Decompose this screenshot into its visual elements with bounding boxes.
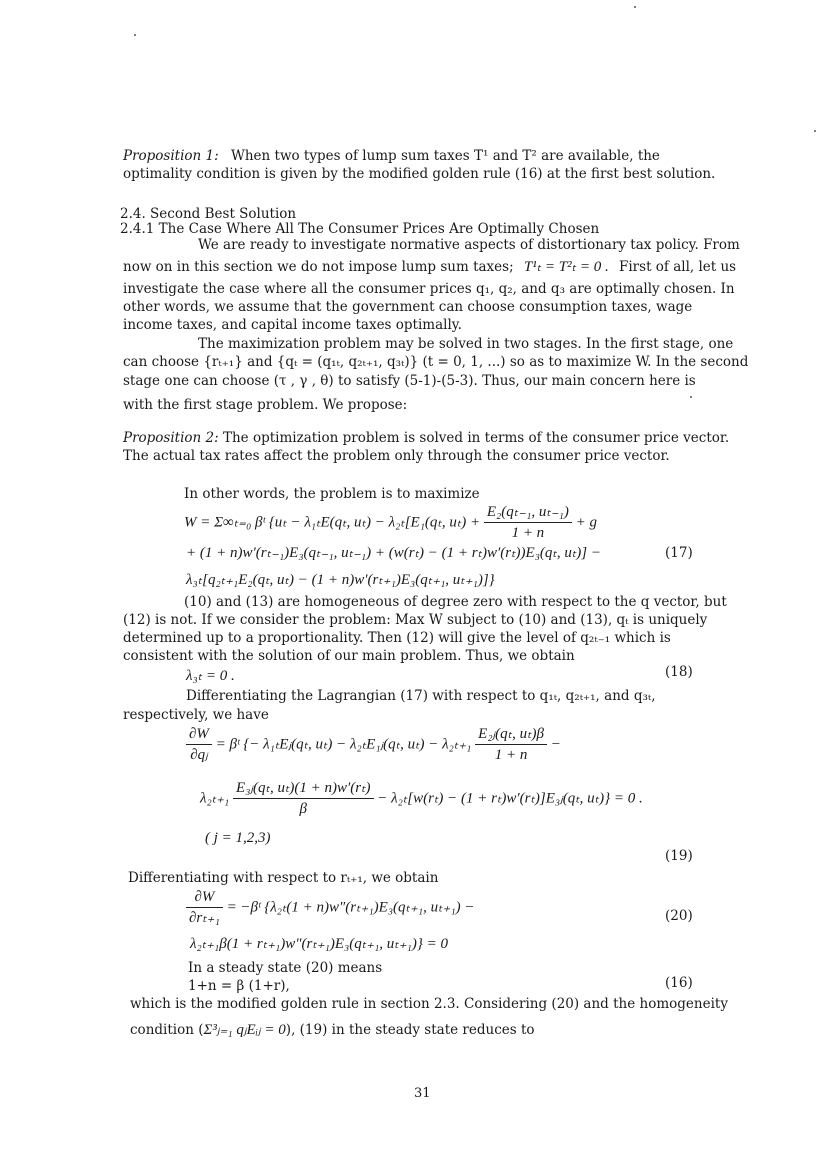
equation-19-number: (19): [665, 848, 693, 864]
para1-line2: [123, 259, 736, 276]
eq20-lhs: [186, 887, 223, 928]
eq19-fraction-1-num: E₂ⱼ(qₜ, uₜ)β: [475, 724, 547, 745]
proposition-2-line1: The optimization problem is solved in terms of the consumer price vector.: [222, 430, 730, 446]
para3-intro: In other words, the problem is to maximize: [184, 486, 480, 502]
scan-speck: [690, 396, 692, 398]
proposition-2-label: Proposition 2:: [123, 430, 219, 446]
para5-intro: Differentiating with respect to rₜ₊₁, we obtain: [128, 870, 439, 886]
equation-18: λ₃ₜ = 0 .: [186, 668, 235, 684]
eq19-fraction-1: [475, 724, 547, 765]
scan-speck: [634, 6, 636, 8]
eq19-lhs-num: ∂W: [186, 724, 212, 745]
eq20-l1-text: = −βᵗ {λ₂ₜ(1 + n)w″(rₜ₊₁)E₃(qₜ₊₁, uₜ₊₁) −: [226, 899, 475, 916]
eq19-l2-tail: − λ₂ₜ[w(rₜ) − (1 + rₜ)w′(rₜ)]E₃ⱼ(qₜ, uₜ)} = 0 .: [377, 790, 643, 807]
section-heading: 2.4. Second Best Solution: [120, 206, 297, 222]
eq17-l1-text: W = Σ∞ₜ₌₀ βᵗ {uₜ − λ₁ₜE(qₜ, uₜ) − λ₂ₜ[E₁(qₜ, uₜ) +: [184, 514, 481, 531]
equation-16-number: (16): [665, 975, 693, 991]
scan-speck: [134, 34, 136, 36]
proposition-1: [123, 148, 713, 165]
eq19-fraction-1-den: 1 + n: [494, 747, 528, 763]
eq20-lhs-num: ∂W: [186, 887, 223, 908]
eq19-lhs: [186, 724, 212, 765]
eq19-fraction-2-num: E₃ⱼ(qₜ, uₜ)(1 + n)w′(rₜ): [233, 778, 374, 799]
proposition-2: [123, 430, 729, 447]
para1-line2-b: First of all, let us: [619, 259, 737, 275]
para3-line3: determined up to a proportionality. Then (12) will give the level of q₂ₜ₋₁ which is: [123, 630, 671, 646]
equation-20-number: (20): [665, 908, 693, 924]
eq19-fraction-2-den: β: [299, 801, 308, 817]
equation-16: 1+n = β (1+r),: [188, 978, 290, 994]
equation-18-number: (18): [665, 664, 693, 680]
equation-20-line1: [186, 887, 475, 928]
section-subheading: 2.4.1 The Case Where All The Consumer Prices Are Optimally Chosen: [120, 221, 600, 237]
para5-line2: which is the modified golden rule in section 2.3. Considering (20) and the homogeneity: [130, 996, 728, 1012]
para2-line2: can choose {rₜ₊₁} and {qₜ = (q₁ₜ, q₂ₜ₊₁, q₃ₜ)} (t = 0, 1, ...) so as to maximize W. In the second: [123, 354, 749, 370]
para4-line2: respectively, we have: [123, 707, 269, 723]
para5-line3: [130, 1022, 535, 1039]
para5-line1: In a steady state (20) means: [188, 960, 383, 976]
para5-line3-a: condition (: [130, 1022, 204, 1038]
eq17-fraction-num: E₂(qₜ₋₁, uₜ₋₁): [484, 502, 572, 523]
eq19-fraction-2: [233, 778, 374, 819]
equation-19-line1: [186, 724, 561, 765]
para3-line2: (12) is not. If we consider the problem: Max W subject to (10) and (13), qₜ is uniquely: [123, 612, 708, 628]
equation-17-line2: + (1 + n)w′(rₜ₋₁)E₃(qₜ₋₁, uₜ₋₁) + (w(rₜ) − (1 + rₜ)w′(rₜ))E₃(qₜ, uₜ)] −: [186, 545, 601, 561]
para3-line1: (10) and (13) are homogeneous of degree zero with respect to the q vector, but: [184, 594, 727, 610]
equation-17-line3: λ₃ₜ[q₂ₜ₊₁E₂(qₜ, uₜ) − (1 + n)w′(rₜ₊₁)E₃(qₜ₊₁, uₜ₊₁)]}: [186, 572, 495, 588]
equation-19-j-range: ( j = 1,2,3): [205, 830, 271, 846]
para5-line3-b: ), (19) in the steady state reduces to: [285, 1022, 535, 1038]
para1-line4: other words, we assume that the government can choose consumption taxes, wage: [123, 299, 693, 315]
eq17-l1-tail: + g: [575, 514, 597, 531]
para2-line3: stage one can choose (τ , γ , θ) to satisfy (5-1)-(5-3). Thus, our main concern here is: [123, 373, 696, 389]
equation-17-line1: [184, 502, 597, 543]
scan-speck: [814, 130, 816, 132]
eq19-l2-pre: λ₂ₜ₊₁: [200, 790, 230, 807]
eq17-fraction-den: 1 + n: [511, 525, 545, 541]
para1-line5: income taxes, and capital income taxes optimally.: [123, 317, 462, 333]
eq19-l1-text: = βᵗ {− λ₁ₜEⱼ(qₜ, uₜ) − λ₂ₜE₁ⱼ(qₜ, uₜ) − λ₂ₜ₊₁: [215, 736, 472, 753]
equation-20-line2: λ₂ₜ₊₁β(1 + rₜ₊₁)w″(rₜ₊₁)E₃(qₜ₊₁, uₜ₊₁)} = 0: [190, 936, 448, 952]
para3-line4: consistent with the solution of our main problem. Thus, we obtain: [123, 648, 575, 664]
equation-19-line2: [200, 778, 643, 819]
eq17-fraction: [484, 502, 572, 543]
para2-line4: with the first stage problem. We propose:: [123, 397, 408, 413]
proposition-1-label: Proposition 1:: [123, 148, 219, 164]
eq19-lhs-den: ∂qⱼ: [190, 747, 208, 763]
eq20-lhs-den: ∂rₜ₊₁: [189, 910, 220, 926]
para1-line1: We are ready to investigate normative aspects of distortionary tax policy. From: [198, 237, 740, 253]
para2-line1: The maximization problem may be solved in two stages. In the first stage, one: [198, 336, 734, 352]
proposition-1-line1: When two types of lump sum taxes T¹ and T² are available, the: [230, 148, 660, 164]
eq19-l1-tail: −: [550, 736, 561, 753]
equation-17-number: (17): [665, 545, 693, 561]
para1-line3: investigate the case where all the consumer prices q₁, q₂, and q₃ are optimally chosen. In: [123, 281, 735, 297]
para4-line1: Differentiating the Lagrangian (17) with respect to q₁ₜ, q₂ₜ₊₁, and q₃ₜ,: [186, 688, 656, 704]
lump-sum-tax-zero-math: T¹ₜ = T²ₜ = 0 .: [523, 259, 609, 275]
proposition-2-line2: The actual tax rates affect the problem only through the consumer price vector.: [123, 448, 670, 464]
proposition-1-line2: optimality condition is given by the modified golden rule (16) at the first best solution.: [123, 166, 716, 182]
para1-line2-a: now on in this section we do not impose lump sum taxes;: [123, 259, 514, 275]
page-number: 31: [414, 1086, 431, 1101]
homogeneity-condition-math: Σ³ⱼ₌₁ qⱼEᵢⱼ = 0: [203, 1022, 286, 1038]
